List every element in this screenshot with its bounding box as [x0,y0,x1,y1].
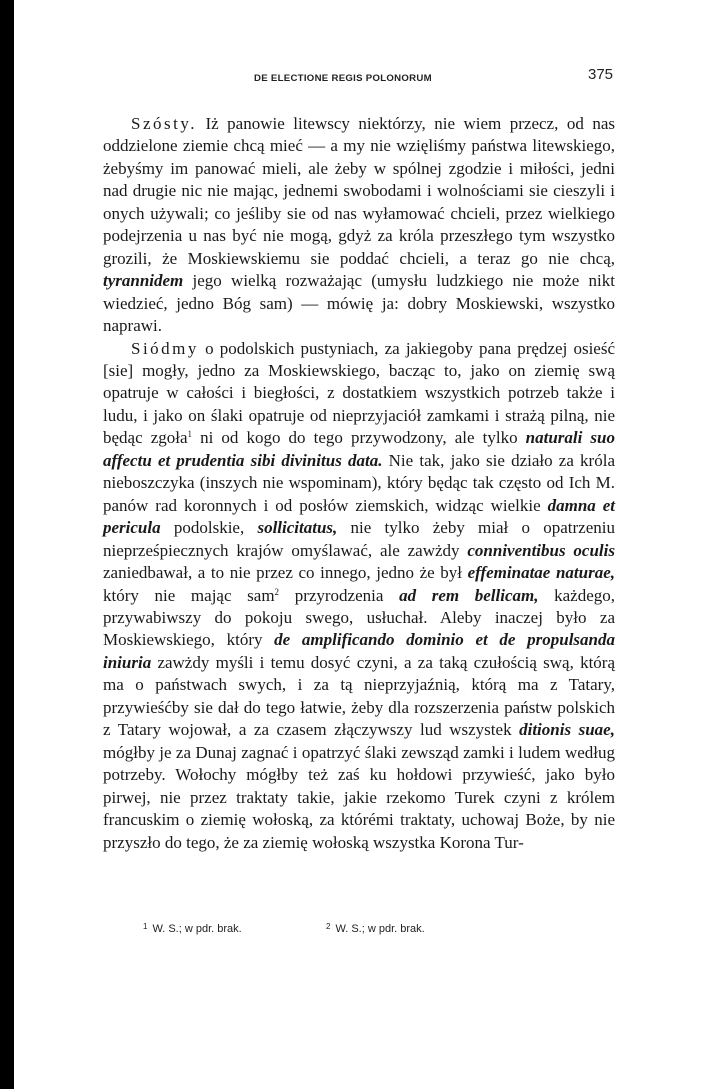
paragraph-1-lead: Szósty. [131,114,197,133]
p1-text-1: Iż panowie litewscy niektórzy, nie wiem przecz, od nas oddzielone ziemie chcą mieć — a my nie wzięliśmy państwa litewskiego, żebyśmy im panować mieli, ale żeby w spólnej zgodzie i miłości, jedni nad drugie nic nie mając, jednemi swobodami i wolnościami sie cieszyli i onych używali; co jeśliby sie od nas wyłamować chcieli, przez wielkiego podejrzenia u nas być nie mogą, gdyż za króla przeszłego tym wszystko grozili, że Moskiewskiemu sie poddać chcieli, a teraz go nie chcą, [103,114,615,268]
p1-latin-1: tyrannidem [103,271,184,291]
p2-latin-4: conniventibus oculis [467,540,615,560]
paragraph-1 [103,113,615,338]
p2-text-8: przyrodzenia [279,585,400,605]
p2-text-5: nie tylko żeby miał o opatrzeniu nieprześpiecznych krajów omyślawać, ale zawżdy [103,518,615,560]
paragraph-2 [103,338,615,854]
footnote-2-mark: 2 [326,922,331,931]
p2-text-2: ni od kogo do tego przywodzony, ale tylko [192,428,526,448]
p2-text-3: Nie tak, jako sie działo za króla nieboszczyka (inszych nie wspominam), który będąc tak często od Ich M. panów rad koronnych i od posłów ziemskich, widząc wielkie [103,450,615,515]
p2-text-6: zaniedbawał, a to nie przez co innego, jedno że był [103,563,468,583]
footnote-2 [326,922,425,935]
p2-latin-2: damna et pericula [103,495,616,538]
paragraph-2-lead: Siódmy [131,338,199,358]
footnote-ref-2[interactable]: 2 [274,586,280,597]
footnote-1-text: W. S.; w pdr. brak. [152,923,242,935]
p2-text-7: który nie mając sam [103,585,275,605]
p2-text-11: mógłby je za Dunaj zagnać i opatrzyć ślaki zewsząd zamki i ludem według potrzeby. Wołochy mógłby też zaś ku hołdowi przywieść, jako było pirwej, nie przez traktaty takie, jakie rzekomo Turek czyni z królem francuskim o ziemię wołoską, za którémi traktaty, uchowaj Boże, by nie przyszło do tego, że za ziemię wołoską wszystka Korona Tur- [103,742,615,852]
page-number: 375 [588,66,614,83]
main-text [103,113,615,854]
footnote-2-text: W. S.; w pdr. brak. [335,923,425,935]
p2-text-4: podolskie, [160,518,258,538]
p2-latin-7: de amplificando dominio et de propulsanda iniuria [103,630,615,672]
footnote-1 [143,922,242,935]
p2-latin-8: ditionis suae, [519,720,615,740]
p2-latin-1: naturali suo affectu et prudentia sibi divinitus data. [103,428,615,470]
p2-latin-5: effeminatae naturae, [467,563,615,583]
p2-latin-3: sollicitatus, [257,518,338,538]
footnote-1-mark: 1 [143,922,148,931]
p2-text-1: o podolskich pustyniach, za jakiegoby pana prędzej osieść [sie] mogły, jedno za Moskiewskiego, bacząc to, jako on ziemię swą opatruje w całości i biegłości, z dostatkiem wszystkich potrzeb także i ludu, i jako on ślaki opatruje od nieprzyjaciół zamkami i strażą pilną, nie będąc zgoła [103,338,615,448]
p2-text-9: każdego, przywabiwszy do pokoju swego, usłuchał. Aleby inaczej było za Moskiewskiego, który [103,585,615,650]
running-title: DE ELECTIONE REGIS POLONORUM [254,73,432,84]
p2-latin-6: ad rem bellicam, [399,585,539,605]
page-spine-edge [0,0,14,1089]
p1-text-2: jego wielką rozważając (umysłu ludzkiego nie może nikt wiedzieć, jedno Bóg sam) — mówię ja: dobry Moskiewski, wszystko naprawi. [103,271,615,336]
p2-text-10: zawżdy myśli i temu dosyć czyni, a za taką czułością swą, którą ma o państwach swych, i za tą nieprzyjaźnią, którą ma z Tatary, przywieśćby sie dał do tego łatwie, żeby dla rozszerzenia państw polskich z Tatary wojował, a za czasem złączywszy lud wszystek [103,652,615,740]
footnote-ref-1[interactable]: 1 [187,429,193,440]
